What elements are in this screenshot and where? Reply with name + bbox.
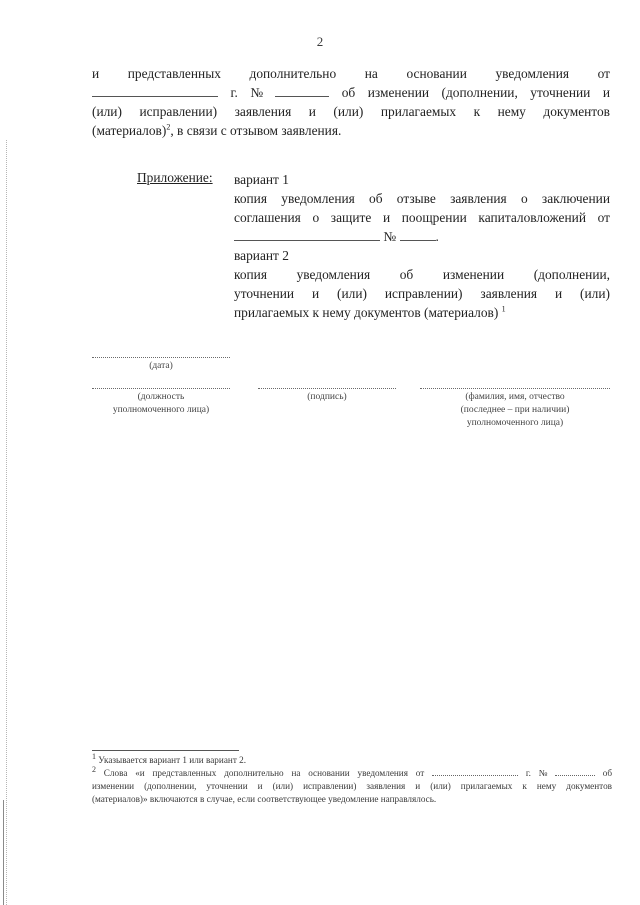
position-line [92, 388, 230, 389]
intro-line-2: г. № об изменении (дополнении, уточнении и [92, 83, 610, 102]
footnote-separator [92, 750, 239, 751]
footnotes [92, 751, 613, 806]
variant-2-line-1: копия уведомления об изменении (дополнении, [234, 267, 610, 282]
signature-caption: (подпись) [307, 392, 347, 402]
footnote-1: $^1$ Указывается вариант 1 или вариант 2. [92, 751, 247, 765]
variant-2-line-2: уточнении и (или) исправлении) заявления и (или) [234, 286, 610, 301]
variant-1-label: вариант 1 [234, 172, 289, 187]
footnote-2: $^2$ Слова «и представленных дополнительно на основании уведомления от г. № об изменении (дополнении, уточнении и (или) исправлении) заявления и (или) прилагаемых к нему документов (материалов)» включаются в случае, если соответствующее уведомление направлялось. [92, 764, 613, 804]
intro-line-3: (или) исправлении) заявления и (или) прилагаемых к нему документов [92, 104, 610, 119]
appendix-body [234, 170, 610, 322]
footnote-ref-2: 2 [166, 122, 171, 132]
scan-edge-mark [3, 800, 4, 905]
appendix-number-blank [400, 229, 436, 241]
page-number: 2 [316, 34, 324, 49]
footnote-ref-1: 1 [501, 304, 506, 314]
intro-paragraph [92, 64, 610, 140]
fullname-caption: (фамилия, имя, отчество (последнее – при наличии) уполномоченного лица) [460, 392, 570, 428]
footnote-number-blank [555, 767, 595, 776]
scan-edge-left [6, 140, 7, 905]
variant-2-label: вариант 2 [234, 248, 289, 263]
signature-line [258, 388, 396, 389]
appendix-date-blank [234, 229, 380, 241]
intro-line-4: (материалов)$^2$, в связи с отзывом заявления. [92, 122, 342, 138]
date-line [92, 357, 230, 358]
number-blank [275, 85, 329, 97]
footnote-date-blank [432, 767, 518, 776]
variant-1-line-1: копия уведомления об отзыве заявления о заключении [234, 191, 610, 206]
variant-1-line-2: соглашения о защите и поощрении капиталовложений от [234, 210, 610, 225]
variant-2-line-3: прилагаемых к нему документов (материалов) $^1$ [234, 304, 506, 320]
position-caption: (должность уполномоченного лица) [112, 392, 210, 415]
date-blank [92, 85, 218, 97]
variant-1-line-3: № . [234, 227, 610, 246]
date-caption: (дата) [149, 361, 173, 371]
fullname-line [420, 388, 610, 389]
appendix-label: Приложение: [137, 170, 213, 185]
intro-line-1: и представленных дополнительно на основании уведомления от [92, 66, 611, 81]
